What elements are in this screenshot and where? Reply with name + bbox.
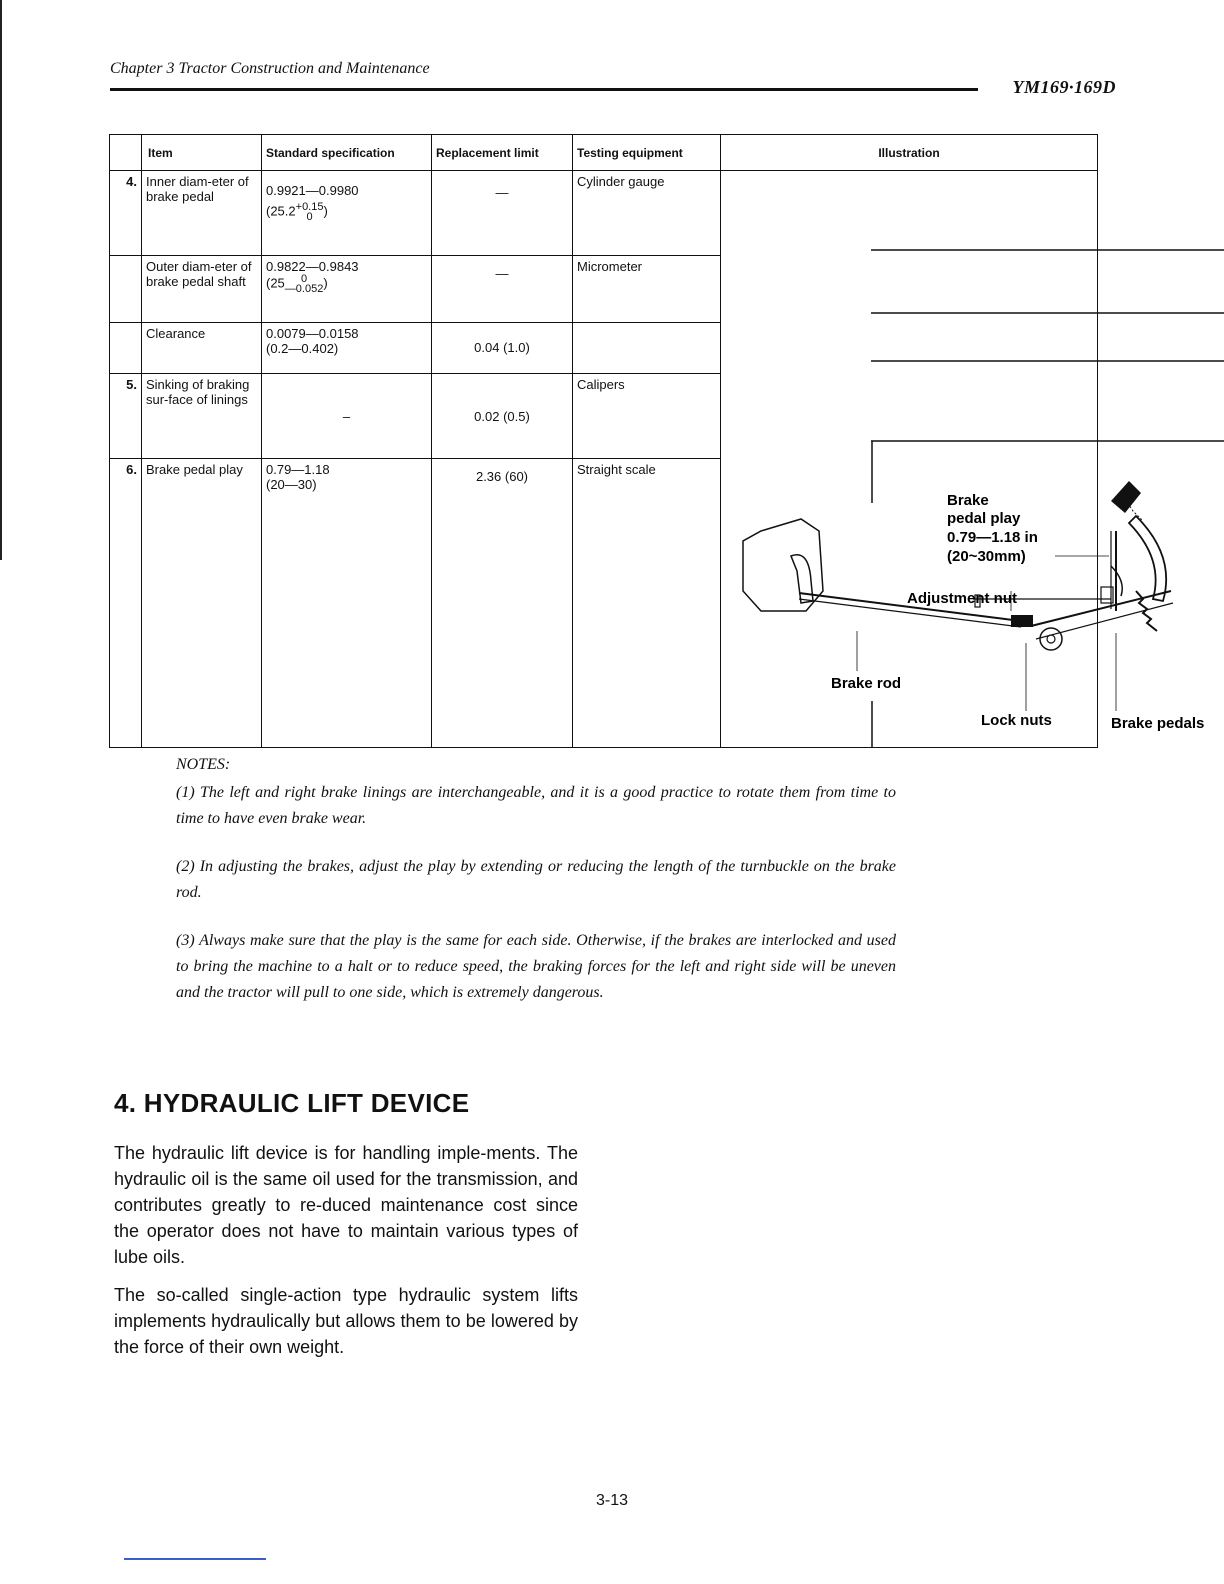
row-standard [262,459,432,748]
metric-base: (25.2 [266,203,296,219]
row-item: Brake pedal play [142,459,262,748]
footer-rule [124,1558,266,1560]
body-paragraph: The so-called single-action type hydraulic system lifts implements hydraulically but allows them to be lowered by the force of their own weight. [114,1285,578,1357]
brake-diagram-svg [721,171,1205,747]
pivot-circle-inner [1047,635,1055,643]
pivot-circle [1040,628,1062,650]
label-adjustment-nut: Adjustment nut [907,590,1017,607]
standard-value: 0.79—1.18 [266,462,330,478]
row-item: Sinking of braking sur-face of linings [142,373,262,458]
row-number [110,256,142,322]
row-item: Outer diam-eter of brake pedal shaft [142,256,262,322]
label-play-title: Brake [947,492,989,509]
standard-value: 0.0079—0.0158 [266,325,359,341]
body-paragraph: The hydraulic lift device is for handling imple-ments. The hydraulic oil is the same oil used for the transmission, and contributes greatly to re-duced maintenance cost since the operator does not have to maintain various types of lube oils. [114,1143,578,1267]
standard-metric [266,202,427,222]
left-margin-line [0,0,2,560]
row-item: Inner diam-eter of brake pedal [142,171,262,256]
row-replacement: 0.04 (1.0) [432,322,573,373]
label-brake-rod: Brake rod [831,675,902,692]
standard-metric: (20—30) [266,477,317,493]
note-item: (1) The left and right brake linings are interchangeable, and it is a good practice to rotate them from time to time to have even brake wear. [176,784,896,827]
label-play-line4: (20~30mm) [947,548,1026,565]
row-testing: Calipers [573,373,721,458]
tolerance-upper: +0.15 [295,201,324,213]
tolerance-lower: —0.052 [284,283,324,296]
note-item: (3) Always make sure that the play is the same for each side. Otherwise, if the brakes are interlocked and used to bring the machine to a halt or to reduce speed, the braking forces for the left and right side will be uneven and the tractor will pull to one side, which is extremely dangerous. [176,932,896,1001]
row-number: 6. [110,459,142,748]
section-title: 4. HYDRAULIC LIFT DEVICE [114,1088,470,1118]
row-item: Clearance [142,322,262,373]
row-number: 4. [110,171,142,256]
row-standard [262,171,432,256]
table-header-row [110,135,1098,171]
tolerance-lower: 0 [306,211,313,223]
row-testing: Straight scale [573,459,721,748]
row-testing: Cylinder gauge [573,171,721,256]
row-number [110,322,142,373]
header-standard: Standard specification [262,135,432,171]
note-item: (2) In adjusting the brakes, adjust the play by extending or reducing the length of the turnbuckle on the brake rod. [176,858,896,901]
page-number: 3-13 [595,1492,629,1509]
standard-metric: (0.2—0.402) [266,340,339,356]
notes-section [176,752,896,1028]
row-number: 5. [110,373,142,458]
illustration-cell [721,171,1205,748]
standard-value: 0.9822—0.9843 [266,259,359,275]
metric-close: ) [323,203,328,219]
header-item: Item [142,135,262,171]
label-brake-pedals: Brake pedals [1111,715,1205,732]
tolerance [296,202,324,222]
header-illustration: Illustration [721,135,1098,171]
turnbuckle [1011,615,1033,627]
header-rule [110,88,978,91]
row-testing: Micrometer [573,256,721,322]
row-standard [262,322,432,373]
metric-close: ) [323,275,328,291]
row-replacement: 2.36 (60) [432,459,573,748]
model-header: YM169·169D [1012,77,1116,97]
brake-pedal-illustration [721,171,1205,747]
metric-base: (25 [266,275,285,291]
label-play-line2: pedal play [947,510,1021,527]
standard-metric [266,274,427,294]
tolerance [285,274,324,294]
brake-pedal-curve [1129,516,1166,601]
header-num [110,135,142,171]
header-replacement: Replacement limit [432,135,573,171]
brake-lever-shape [791,555,813,603]
notes-title: NOTES: [176,756,231,773]
brake-drum-shape [743,519,823,611]
row-replacement: 0.02 (0.5) [432,373,573,458]
specification-table [109,134,1205,748]
row-testing [573,322,721,373]
chapter-header: Chapter 3 Tractor Construction and Maintenance [110,60,430,77]
label-play-line3: 0.79—1.18 in [947,529,1038,546]
header-testing: Testing equipment [573,135,721,171]
row-replacement: — [432,256,573,322]
pedal-pad [1111,481,1141,513]
row-replacement: — [432,171,573,256]
section-body [114,1140,578,1372]
tolerance-upper: 0 [301,273,308,286]
row-standard [262,256,432,322]
table-row [110,171,1098,256]
label-lock-nuts: Lock nuts [981,712,1052,729]
row-standard: – [262,373,432,458]
standard-value: 0.9921—0.9980 [266,183,359,198]
